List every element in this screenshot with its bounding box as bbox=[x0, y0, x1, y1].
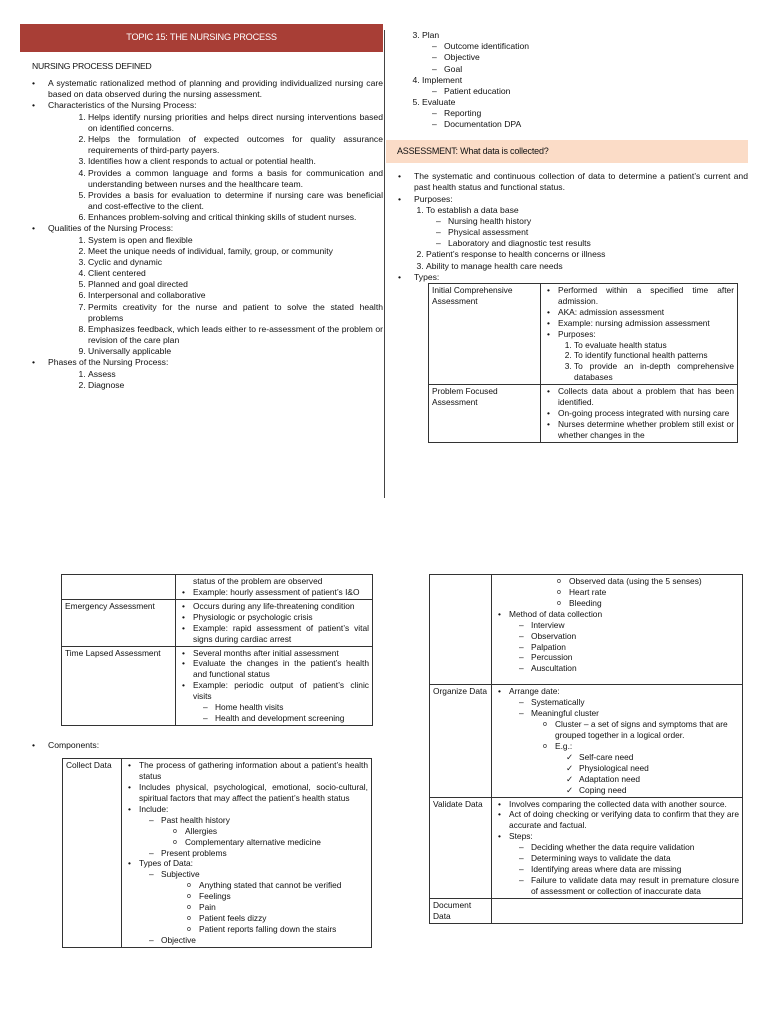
list-item: • Performed within a specified time after admission. bbox=[558, 285, 734, 307]
list-item: 1. Assess bbox=[88, 369, 383, 380]
purpose-text: To establish a data base bbox=[426, 204, 519, 215]
intro-list bbox=[20, 78, 383, 391]
list-item bbox=[555, 741, 739, 796]
table-row bbox=[430, 575, 743, 685]
component-details bbox=[492, 685, 743, 797]
list-item: • Involves comparing the collected data with another source. bbox=[509, 799, 739, 810]
type-label-empty bbox=[62, 575, 176, 600]
list-item: – Auscultation bbox=[531, 663, 739, 674]
list-item: • Example: hourly assessment of patient’s I&O bbox=[193, 587, 369, 598]
component-label: Collect Data bbox=[63, 759, 122, 948]
phase-label: Evaluate bbox=[422, 97, 456, 108]
list-item: – Identifying areas where data are missing bbox=[531, 864, 739, 875]
type-label: Time Lapsed Assessment bbox=[62, 646, 176, 725]
list-item bbox=[558, 329, 734, 384]
list-item: 2. Helps the formulation of expected outcomes for quality assurance requirements of third-party payers. bbox=[88, 134, 383, 156]
purpose-item: 3. Ability to manage health care needs bbox=[426, 261, 748, 272]
type-label: Problem Focused Assessment bbox=[429, 385, 541, 443]
list-item: – Patient education bbox=[444, 86, 748, 97]
type-label: Emergency Assessment bbox=[62, 599, 176, 646]
page-3 bbox=[20, 574, 383, 1024]
include-label: Include: bbox=[139, 803, 169, 814]
list-item: 9. Universally applicable bbox=[88, 346, 383, 357]
purposes-label: Purposes: bbox=[414, 193, 453, 204]
list-item: – Determining ways to validate the data bbox=[531, 853, 739, 864]
list-item: • Physiologic or psychologic crisis bbox=[193, 612, 369, 623]
list-item: – Home health visits bbox=[215, 702, 369, 713]
list-item: 5. Planned and goal directed bbox=[88, 279, 383, 290]
list-item: – Percussion bbox=[531, 652, 739, 663]
page-divider bbox=[384, 30, 385, 498]
list-item: 2. Diagnose bbox=[88, 380, 383, 391]
type-details bbox=[176, 575, 373, 600]
list-item bbox=[509, 609, 739, 675]
list-item: o Anything stated that cannot be verified bbox=[199, 880, 368, 891]
steps-label: Steps: bbox=[509, 831, 533, 842]
list-item bbox=[139, 804, 368, 859]
page-2 bbox=[386, 30, 748, 500]
list-item: – Objective bbox=[161, 935, 368, 946]
list-item: – Observation bbox=[531, 631, 739, 642]
phases-label: Phases of the Nursing Process: bbox=[48, 357, 169, 368]
list-item: – Physical assessment bbox=[448, 227, 748, 238]
list-item: 4. Provides a common language and forms a basis for communication and understanding between nurses and the healthcare team. bbox=[88, 168, 383, 190]
list-item: • AKA: admission assessment bbox=[558, 307, 734, 318]
list-item: ✓ Self-care need bbox=[579, 752, 739, 763]
list-item: o Cluster – a set of signs and symptoms that are grouped together in a logical order. bbox=[555, 719, 739, 741]
purposes-label: Purposes: bbox=[558, 328, 596, 339]
qualities bbox=[48, 223, 383, 357]
definition: • A systematic rationalized method of planning and providing individualized nursing care based on data observed during the nursing assessment. bbox=[48, 78, 383, 100]
table-row bbox=[62, 575, 373, 600]
phase-label: Plan bbox=[422, 30, 440, 40]
collection-definition: • The systematic and continuous collection of data to determine a patient’s current and past health status and functional status. bbox=[414, 171, 748, 193]
list-item: • Example: nursing admission assessment bbox=[558, 318, 734, 329]
meaningful-cluster: Meaningful cluster bbox=[531, 708, 599, 719]
page-1 bbox=[20, 24, 383, 494]
list-item: o Pain bbox=[199, 902, 368, 913]
list-item: – Health and development screening bbox=[215, 713, 369, 724]
phases-continued bbox=[386, 30, 748, 131]
list-item: 5. Provides a basis for evaluation to determine if nursing care was beneficial and cost-effective to the client. bbox=[88, 190, 383, 212]
components-table-continued bbox=[429, 574, 743, 924]
defined-heading: NURSING PROCESS DEFINED bbox=[32, 60, 152, 71]
method-label: Method of data collection bbox=[509, 608, 603, 619]
list-item: ✓ Physiological need bbox=[579, 763, 739, 774]
types-table bbox=[428, 283, 738, 443]
purpose-item: 2. Patient’s response to health concerns or illness bbox=[426, 249, 748, 260]
list-item: 1. To evaluate health status bbox=[574, 340, 734, 351]
component-label: Validate Data bbox=[430, 797, 492, 898]
component-details bbox=[492, 797, 743, 898]
list-item bbox=[531, 708, 739, 795]
type-label: Initial Comprehensive Assessment bbox=[429, 283, 541, 384]
table-row bbox=[429, 385, 738, 443]
table-row bbox=[430, 797, 743, 898]
past-history: Past health history bbox=[161, 814, 230, 825]
purpose-item bbox=[426, 205, 748, 250]
types-of-data: Types of Data: bbox=[139, 858, 193, 869]
list-item: 3. Identifies how a client responds to actual or potential health. bbox=[88, 156, 383, 167]
list-item bbox=[139, 858, 368, 945]
list-item: 2. To identify functional health patterns bbox=[574, 350, 734, 361]
list-item: o Observed data (using the 5 senses) bbox=[569, 576, 739, 587]
list-item: – Interview bbox=[531, 620, 739, 631]
phases bbox=[48, 357, 383, 391]
list-item: 2. Meet the unique needs of individual, family, group, or community bbox=[88, 246, 383, 257]
list-item: o Patient feels dizzy bbox=[199, 913, 368, 924]
type-details bbox=[541, 283, 738, 384]
type-details bbox=[176, 599, 373, 646]
qualities-label: Qualities of the Nursing Process: bbox=[48, 223, 174, 234]
characteristics-label: Characteristics of the Nursing Process: bbox=[48, 100, 197, 111]
components-label: • Components: bbox=[48, 740, 383, 751]
component-details bbox=[492, 575, 743, 685]
list-item: o Bleeding bbox=[569, 598, 739, 609]
type-details bbox=[541, 385, 738, 443]
component-label: Organize Data bbox=[430, 685, 492, 797]
list-item: o Feelings bbox=[199, 891, 368, 902]
topic-title: TOPIC 15: THE NURSING PROCESS bbox=[20, 24, 383, 52]
table-row bbox=[62, 646, 373, 725]
list-item: – Nursing health history bbox=[448, 216, 748, 227]
example-text: Example: periodic output of patient’s clinic visits bbox=[193, 680, 369, 702]
list-item: ✓ Coping need bbox=[579, 785, 739, 796]
list-item: • Occurs during any life-threatening condition bbox=[193, 601, 369, 612]
phase-implement bbox=[422, 75, 748, 97]
component-label: Document Data bbox=[430, 898, 492, 923]
phase-plan bbox=[422, 30, 748, 75]
list-item: 1. Helps identify nursing priorities and helps direct nursing interventions based on identified concerns. bbox=[88, 112, 383, 134]
list-item: – Present problems bbox=[161, 848, 368, 859]
list-item: – Reporting bbox=[444, 108, 748, 119]
list-item: • Act of doing checking or verifying data to confirm that they are accurate and factual. bbox=[509, 809, 739, 831]
list-item: • Several months after initial assessment bbox=[193, 648, 369, 659]
subjective: Subjective bbox=[161, 869, 200, 880]
list-item: – Documentation DPA bbox=[444, 119, 748, 130]
list-item: 8. Emphasizes feedback, which leads either to re-assessment of the problem or revision of the care plan bbox=[88, 324, 383, 346]
list-item: o Heart rate bbox=[569, 587, 739, 598]
list-item: • On-going process integrated with nursing care bbox=[558, 408, 734, 419]
table-row bbox=[63, 759, 372, 948]
list-item: 6. Interpersonal and collaborative bbox=[88, 290, 383, 301]
list-item: o Complementary alternative medicine bbox=[185, 837, 368, 848]
phase-evaluate bbox=[422, 97, 748, 131]
list-item bbox=[509, 686, 739, 795]
list-item: • Nurses determine whether problem still exist or whether changes in the bbox=[558, 419, 734, 441]
components-list bbox=[20, 740, 383, 751]
list-item: • Collects data about a problem that has been identified. bbox=[558, 386, 734, 408]
page-4 bbox=[386, 574, 748, 1024]
types-label: • Types: bbox=[414, 272, 748, 283]
type-details bbox=[176, 646, 373, 725]
phase-label: Implement bbox=[422, 74, 463, 85]
list-item bbox=[509, 831, 739, 897]
types-table-continued bbox=[61, 574, 373, 726]
list-item: ✓ Adaptation need bbox=[579, 774, 739, 785]
characteristics bbox=[48, 100, 383, 223]
table-row bbox=[430, 898, 743, 923]
list-item: – Failure to validate data may result in premature closure of assessment or collection of inaccurate data bbox=[531, 875, 739, 897]
list-item: o Patient reports falling down the stairs bbox=[199, 924, 368, 935]
list-item: 1. System is open and flexible bbox=[88, 235, 383, 246]
list-item: – Systematically bbox=[531, 697, 739, 708]
list-item: • Includes physical, psychological, emotional, socio-cultural, spiritual factors that may affect the patient’s health status bbox=[139, 782, 368, 804]
list-item: – Deciding whether the data require validation bbox=[531, 842, 739, 853]
component-details bbox=[122, 759, 372, 948]
list-item: 6. Enhances problem-solving and critical thinking skills of student nurses. bbox=[88, 212, 383, 223]
components-table bbox=[62, 758, 372, 948]
eg-label: E.g.: bbox=[555, 740, 573, 751]
list-item: – Palpation bbox=[531, 642, 739, 653]
list-item: • Evaluate the changes in the patient’s health and functional status bbox=[193, 658, 369, 680]
list-item bbox=[193, 680, 369, 724]
table-row bbox=[430, 685, 743, 797]
list-item bbox=[161, 815, 368, 848]
table-row bbox=[62, 599, 373, 646]
list-item: • Example: rapid assessment of patient’s vital signs during cardiac arrest bbox=[193, 623, 369, 645]
list-item bbox=[161, 869, 368, 935]
list-item: – Objective bbox=[444, 52, 748, 63]
list-item: o Allergies bbox=[185, 826, 368, 837]
table-row bbox=[429, 283, 738, 384]
component-label-empty bbox=[430, 575, 492, 685]
list-item: – Goal bbox=[444, 64, 748, 75]
assessment-heading: ASSESSMENT: What data is collected? bbox=[386, 140, 748, 164]
list-item: – Outcome identification bbox=[444, 41, 748, 52]
assessment-list bbox=[386, 171, 748, 283]
list-item: 7. Permits creativity for the nurse and patient to solve the stated health problems bbox=[88, 302, 383, 324]
component-details-empty bbox=[492, 898, 743, 923]
list-item: 4. Client centered bbox=[88, 268, 383, 279]
problem-continued: status of the problem are observed bbox=[193, 576, 323, 586]
list-item: 3. Cyclic and dynamic bbox=[88, 257, 383, 268]
list-item: 3. To provide an in-depth comprehensive databases bbox=[574, 361, 734, 383]
purposes bbox=[414, 194, 748, 272]
list-item: • The process of gathering information about a patient’s health status bbox=[139, 760, 368, 782]
arrange-label: Arrange date: bbox=[509, 686, 560, 697]
list-item: – Laboratory and diagnostic test results bbox=[448, 238, 748, 249]
